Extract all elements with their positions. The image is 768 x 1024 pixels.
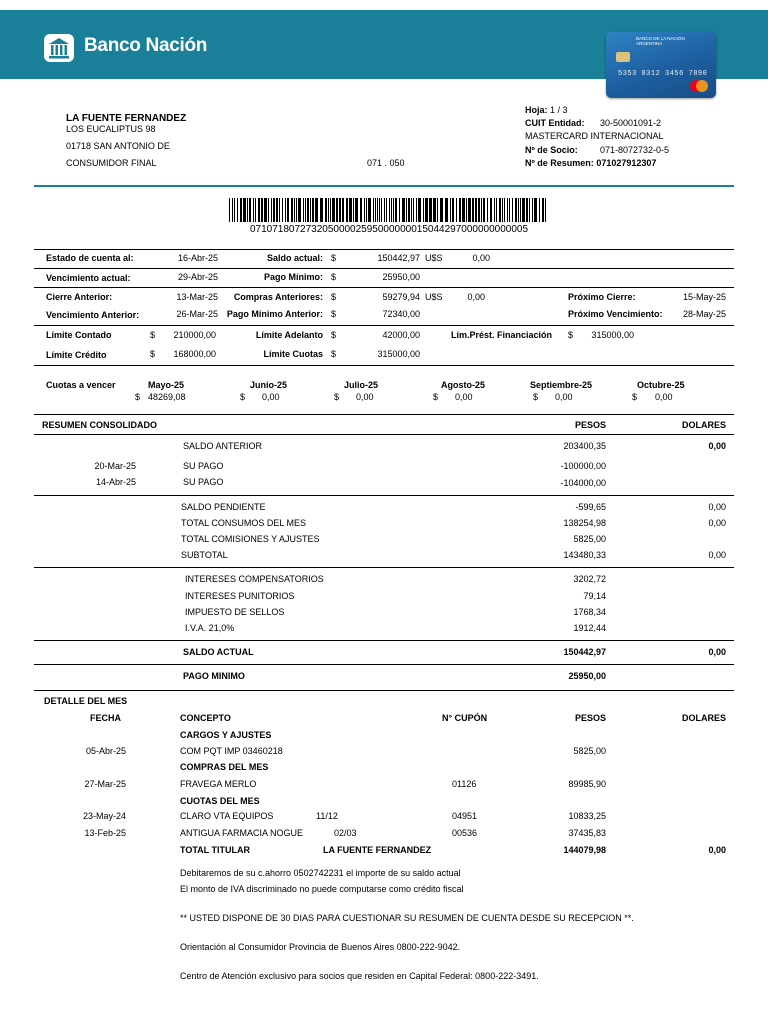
detail-concept: ANTIGUA FARMACIA NOGUE xyxy=(180,828,304,838)
month-label: Septiembre-25 xyxy=(530,380,593,390)
month-value: 48269,08 xyxy=(148,392,186,402)
detail-cuota: 02/03 xyxy=(334,828,357,838)
sheet-info xyxy=(525,105,568,115)
fecha-header: FECHA xyxy=(90,713,121,723)
venc-label: Vencimiento actual: xyxy=(46,273,131,283)
barcode-bar xyxy=(507,198,508,222)
summary-line-label: TOTAL CONSUMOS DEL MES xyxy=(181,518,307,528)
month-label: Mayo-25 xyxy=(148,380,185,390)
month-currency: $ xyxy=(632,392,638,402)
barcode-bar xyxy=(377,198,378,222)
detail-coupon: 04951 xyxy=(452,811,478,821)
barcode-bar xyxy=(379,198,380,222)
total-titular-dolares: 0,00 xyxy=(708,845,726,855)
pago-min-value: 25950,00 xyxy=(382,272,420,282)
barcode-bar xyxy=(450,198,451,222)
note-text: ** USTED DISPONE DE 30 DIAS PARA CUESTIONAR SU RESUMEN DE CUENTA DESDE SU RECEPCION **. xyxy=(180,913,634,923)
barcode-bar xyxy=(268,198,269,222)
barcode-bar xyxy=(526,198,528,222)
limite-contado-currency: $ xyxy=(150,330,156,340)
barcode-bar xyxy=(456,198,457,222)
payment-pesos: -100000,00 xyxy=(560,461,606,471)
barcode-bar xyxy=(261,198,263,222)
divider xyxy=(34,268,734,269)
month-value: 0,00 xyxy=(262,392,280,402)
payment-pesos: -104000,00 xyxy=(560,478,606,488)
card-chip xyxy=(616,52,630,62)
interest-pesos: 3202,72 xyxy=(573,574,606,584)
detail-concept: FRAVEGA MERLO xyxy=(180,779,257,789)
barcode-bar xyxy=(520,198,521,222)
barcode-bar xyxy=(264,198,267,222)
total-titular-name: LA FUENTE FERNANDEZ xyxy=(323,845,432,855)
barcode-bar xyxy=(472,198,474,222)
divider xyxy=(34,249,734,250)
saldo-anterior-label: SALDO ANTERIOR xyxy=(183,441,263,451)
customer-condition: CONSUMIDOR FINAL xyxy=(66,158,157,168)
saldo-label: Saldo actual: xyxy=(266,253,323,263)
barcode-bar xyxy=(346,198,348,222)
card-bank-label: BANCO DE LA NACIÓN ARGENTINA xyxy=(636,36,685,46)
barcode-bar xyxy=(466,198,467,222)
saldo-currency: $ xyxy=(331,253,337,263)
barcode-bar xyxy=(437,198,438,222)
interest-pesos: 1912,44 xyxy=(573,623,606,633)
barcode-bar xyxy=(307,198,309,222)
barcode-bar xyxy=(478,198,480,222)
cierre-value: 13-Mar-25 xyxy=(176,292,218,302)
barcode-bar xyxy=(285,198,286,222)
month-label: Octubre-25 xyxy=(637,380,685,390)
detail-date: 27-Mar-25 xyxy=(84,779,126,789)
detail-pesos-header: PESOS xyxy=(574,713,606,723)
saldo-value: 150442,97 xyxy=(377,253,420,263)
barcode-bar xyxy=(386,198,387,222)
barcode-bar xyxy=(515,198,517,222)
barcode-bar xyxy=(393,198,394,222)
payment-date: 20-Mar-25 xyxy=(94,461,136,471)
barcode-bar xyxy=(459,198,461,222)
barcode-bar xyxy=(494,198,495,222)
barcode-bar xyxy=(232,198,233,222)
barcode-bar xyxy=(360,198,362,222)
barcode-bar xyxy=(413,198,414,222)
payment-label: SU PAGO xyxy=(183,477,224,487)
divider xyxy=(34,414,734,415)
customer-name: LA FUENTE FERNANDEZ xyxy=(66,113,187,124)
cuit-value: 30-50001091-2 xyxy=(600,118,662,128)
dolares-header: DOLARES xyxy=(681,420,726,430)
interest-label: I.V.A. 21,0% xyxy=(185,623,235,633)
divider xyxy=(34,664,734,665)
member-label: Nº de Socio: xyxy=(525,145,578,155)
detail-pesos: 10833,25 xyxy=(568,811,606,821)
cierre-label: Cierre Anterior: xyxy=(46,292,113,302)
venc-ant-value: 26-Mar-25 xyxy=(176,309,218,319)
barcode-bar xyxy=(440,198,443,222)
interest-label: INTERESES PUNITORIOS xyxy=(185,591,295,601)
credit-card-image xyxy=(606,32,716,98)
limite-adelanto-currency: $ xyxy=(331,330,337,340)
barcode-bar xyxy=(418,198,421,222)
barcode-bar xyxy=(240,198,242,222)
pesos-header: PESOS xyxy=(574,420,606,430)
interest-label: IMPUESTO DE SELLOS xyxy=(185,607,285,617)
barcode-bar xyxy=(247,198,248,222)
brand-name: Banco Nación xyxy=(84,35,208,56)
note-text: Debitaremos de su c.ahorro 0502742231 el importe de su saldo actual xyxy=(180,868,461,878)
month-currency: $ xyxy=(240,392,246,402)
detail-coupon: 00536 xyxy=(452,828,478,838)
estado-value: 16-Abr-25 xyxy=(177,253,218,263)
detail-concept: CLARO VTA EQUIPOS xyxy=(180,811,274,821)
saldo-anterior-dolares: 0,00 xyxy=(708,441,726,451)
note-text: El monto de IVA discriminado no puede computarse como crédito fiscal xyxy=(180,884,464,894)
month-value: 0,00 xyxy=(555,392,573,402)
pago-min-ant-value: 72340,00 xyxy=(382,309,420,319)
month-value: 0,00 xyxy=(455,392,473,402)
barcode-bar xyxy=(298,198,301,222)
summary-title: RESUMEN CONSOLIDADO xyxy=(42,420,158,430)
barcode-bar xyxy=(237,198,238,222)
barcode-bar xyxy=(325,198,327,222)
barcode-bar xyxy=(429,198,432,222)
barcode-number: 07107180727320500002595000000015044297000000000005 xyxy=(249,224,529,235)
compras-currency: $ xyxy=(331,292,337,302)
barcode-bar xyxy=(542,198,544,222)
compras-label: Compras Anteriores: xyxy=(233,292,323,302)
detail-concept: COM PQT IMP 03460218 xyxy=(180,746,283,756)
total-titular-pesos: 144079,98 xyxy=(563,845,606,855)
detail-dolares-header: DOLARES xyxy=(681,713,726,723)
header xyxy=(0,0,768,104)
barcode-bar xyxy=(339,198,341,222)
barcode-bar xyxy=(328,198,329,222)
barcode-bar xyxy=(408,198,410,222)
detail-pesos: 5825,00 xyxy=(573,746,606,756)
month-currency: $ xyxy=(334,392,340,402)
summary-line-pesos: 138254,98 xyxy=(563,518,606,528)
note-text: Centro de Atención exclusivo para socios que residen en Capital Federal: 0800-222-3491. xyxy=(180,971,539,981)
barcode-bar xyxy=(332,198,335,222)
barcode-bar xyxy=(539,198,540,222)
divider xyxy=(34,690,734,691)
month-currency: $ xyxy=(433,392,439,402)
prox-venc-value: 28-May-25 xyxy=(682,309,726,319)
barcode-bar xyxy=(384,198,385,222)
divider xyxy=(34,287,734,288)
summary-line-dolares: 0,00 xyxy=(708,518,726,528)
pago-min-ant-label: Pago Mínimo Anterior: xyxy=(226,309,323,319)
barcode-bar xyxy=(402,198,405,222)
barcode-bar xyxy=(416,198,417,222)
estado-label: Estado de cuenta al: xyxy=(46,253,134,263)
month-value: 0,00 xyxy=(356,392,374,402)
barcode-bar xyxy=(355,198,358,222)
barcode-bar xyxy=(522,198,525,222)
divider xyxy=(34,640,734,641)
sheet-value: 1 / 3 xyxy=(550,105,568,115)
barcode-bar xyxy=(229,198,230,222)
barcode-bar xyxy=(499,198,501,222)
limite-contado-label: Límite Contado xyxy=(46,330,112,340)
limite-cuotas-currency: $ xyxy=(331,349,337,359)
barcode-bar xyxy=(305,198,306,222)
summary-label: Nº de Resumen: xyxy=(525,158,594,168)
barcode-bar xyxy=(483,198,485,222)
barcode-bar xyxy=(381,198,382,222)
branch-code: 071 . 050 xyxy=(367,158,405,168)
card-number: 5353 8312 3456 7890 xyxy=(618,70,708,78)
barcode-bar xyxy=(490,198,492,222)
detail-coupon: 01126 xyxy=(452,779,477,789)
barcode-bar xyxy=(282,198,283,222)
section-label: CARGOS Y AJUSTES xyxy=(180,730,272,740)
limite-cuotas-value: 315000,00 xyxy=(377,349,420,359)
barcode-bar xyxy=(315,198,318,222)
detail-pesos: 37435,83 xyxy=(568,828,606,838)
barcode-bar xyxy=(294,198,295,222)
barcode-bar xyxy=(475,198,477,222)
barcode-bar xyxy=(373,198,374,222)
barcode-bar xyxy=(411,198,412,222)
summary-line-pesos: 143480,33 xyxy=(563,550,606,560)
month-currency: $ xyxy=(533,392,539,402)
summary-line-dolares: 0,00 xyxy=(708,502,726,512)
saldo-actual-pesos: 150442,97 xyxy=(563,647,606,657)
summary-line-pesos: -599,65 xyxy=(575,502,606,512)
bank-logo-icon xyxy=(44,34,74,62)
customer-address: LOS EUCALIPTUS 98 xyxy=(66,124,156,134)
barcode-bar xyxy=(342,198,344,222)
barcode-bar xyxy=(502,198,503,222)
barcode-bar xyxy=(445,198,448,222)
saldo-usd-currency: U$S xyxy=(425,253,443,263)
barcode-bar xyxy=(433,198,436,222)
section-label: CUOTAS DEL MES xyxy=(180,796,260,806)
interest-pesos: 79,14 xyxy=(583,591,606,601)
barcode-bar xyxy=(391,198,392,222)
compras-usd-currency: U$S xyxy=(425,292,443,302)
month-value: 0,00 xyxy=(655,392,673,402)
customer-city: 01718 SAN ANTONIO DE xyxy=(66,141,170,151)
barcode-bar xyxy=(512,198,513,222)
mastercard-logo-icon xyxy=(688,79,710,93)
summary-line-label: TOTAL COMISIONES Y AJUSTES xyxy=(181,534,320,544)
barcode-bar xyxy=(349,198,352,222)
summary-line-label: SALDO PENDIENTE xyxy=(181,502,266,512)
saldo-actual-dolares: 0,00 xyxy=(708,647,726,657)
saldo-anterior-pesos: 203400,35 xyxy=(563,441,606,451)
barcode-bar xyxy=(258,198,260,222)
barcode-bar xyxy=(395,198,397,222)
note-text: Orientación al Consumidor Provincia de Buenos Aires 0800-222-9042. xyxy=(180,942,461,952)
barcode-bar xyxy=(487,198,488,222)
prox-venc-label: Próximo Vencimiento: xyxy=(568,309,663,319)
barcode xyxy=(229,198,549,222)
lim-prest-currency: $ xyxy=(568,330,574,340)
compras-usd-value: 0,00 xyxy=(467,292,485,302)
section-label: COMPRAS DEL MES xyxy=(180,762,269,772)
lim-prest-label: Lím.Prést. Financiación xyxy=(451,330,553,340)
barcode-bar xyxy=(303,198,304,222)
divider xyxy=(34,495,734,496)
barcode-bar xyxy=(296,198,297,222)
concepto-header: CONCEPTO xyxy=(180,713,231,723)
barcode-bar xyxy=(287,198,289,222)
barcode-bar xyxy=(496,198,497,222)
summary-value: 071027912307 xyxy=(596,158,657,168)
summary-line-label: SUBTOTAL xyxy=(181,550,228,560)
sheet-label: Hoja: xyxy=(525,105,548,115)
detail-cuota: 11/12 xyxy=(316,811,338,821)
detail-title: DETALLE DEL MES xyxy=(44,696,128,706)
pago-min-label: Pago Mínimo: xyxy=(264,272,323,282)
barcode-bar xyxy=(534,198,537,222)
prox-cierre-value: 15-May-25 xyxy=(682,292,726,302)
venc-value: 29-Abr-25 xyxy=(177,272,218,282)
barcode-bar xyxy=(234,198,235,222)
interest-pesos: 1768,34 xyxy=(573,607,606,617)
barcode-bar xyxy=(425,198,428,222)
venc-ant-label: Vencimiento Anterior: xyxy=(46,310,140,320)
barcode-bar xyxy=(255,198,256,222)
barcode-bar xyxy=(481,198,482,222)
barcode-bar xyxy=(243,198,246,222)
month-label: Junio-25 xyxy=(250,380,288,390)
barcode-bar xyxy=(462,198,465,222)
barcode-bar xyxy=(509,198,510,222)
interest-label: INTERESES COMPENSATORIOS xyxy=(185,574,324,584)
compras-value: 59279,94 xyxy=(382,292,420,302)
summary-line-dolares: 0,00 xyxy=(708,550,726,560)
barcode-bar xyxy=(368,198,371,222)
detail-date: 13-Feb-25 xyxy=(84,828,126,838)
lim-prest-value: 315000,00 xyxy=(591,330,634,340)
barcode-bar xyxy=(532,198,533,222)
barcode-bar xyxy=(545,198,546,222)
barcode-bar xyxy=(504,198,505,222)
barcode-bar xyxy=(249,198,251,222)
pago-min-currency: $ xyxy=(331,272,337,282)
cuit-label: CUIT Entidad: xyxy=(525,118,585,128)
summary-line-pesos: 5825,00 xyxy=(573,534,606,544)
total-titular-label: TOTAL TITULAR xyxy=(180,845,250,855)
payment-label: SU PAGO xyxy=(183,461,224,471)
pago-minimo-pesos: 25950,00 xyxy=(568,671,606,681)
limite-cuotas-label: Límite Cuotas xyxy=(263,349,323,359)
detail-pesos: 89985,90 xyxy=(568,779,606,789)
barcode-bar xyxy=(399,198,400,222)
prox-cierre-label: Próximo Cierre: xyxy=(568,292,636,302)
barcode-bar xyxy=(279,198,280,222)
detail-date: 05-Abr-25 xyxy=(85,746,126,756)
limite-contado-value: 210000,00 xyxy=(173,330,216,340)
barcode-bar xyxy=(375,198,376,222)
divider xyxy=(34,365,734,366)
barcode-bar xyxy=(423,198,424,222)
barcode-bar xyxy=(330,198,331,222)
barcode-bar xyxy=(468,198,471,222)
limite-adelanto-label: Límite Adelanto xyxy=(255,330,323,340)
barcode-bar xyxy=(518,198,519,222)
saldo-usd-value: 0,00 xyxy=(472,253,490,263)
month-label: Julio-25 xyxy=(344,380,379,390)
limite-adelanto-value: 42000,00 xyxy=(382,330,420,340)
header-divider xyxy=(34,185,734,187)
pago-minimo-label: PAGO MINIMO xyxy=(183,671,245,681)
barcode-bar xyxy=(406,198,407,222)
barcode-bar xyxy=(364,198,365,222)
month-currency: $ xyxy=(135,392,141,402)
barcode-bar xyxy=(320,198,323,222)
barcode-bar xyxy=(353,198,354,222)
entity-name: MASTERCARD INTERNACIONAL xyxy=(525,131,664,141)
limite-credito-label: Límite Crédito xyxy=(46,350,107,360)
barcode-bar xyxy=(276,198,278,222)
divider xyxy=(34,325,734,326)
payment-date: 14-Abr-25 xyxy=(95,477,136,487)
barcode-bar xyxy=(529,198,530,222)
barcode-bar xyxy=(336,198,338,222)
detail-date: 23-May-24 xyxy=(82,811,126,821)
barcode-bar xyxy=(366,198,367,222)
barcode-bar xyxy=(253,198,254,222)
cuotas-label: Cuotas a vencer xyxy=(46,380,116,390)
member-value: 071-8072732-0-5 xyxy=(600,145,670,155)
limite-credito-currency: $ xyxy=(150,349,156,359)
cupon-header: N° CUPÓN xyxy=(442,713,488,723)
barcode-bar xyxy=(312,198,314,222)
barcode-bar xyxy=(452,198,454,222)
divider xyxy=(34,434,734,435)
barcode-bar xyxy=(291,198,293,222)
barcode-bar xyxy=(310,198,311,222)
saldo-actual-label: SALDO ACTUAL xyxy=(183,647,254,657)
month-label: Agosto-25 xyxy=(441,380,486,390)
divider xyxy=(34,567,734,568)
barcode-bar xyxy=(273,198,275,222)
pago-min-ant-currency: $ xyxy=(331,309,337,319)
barcode-bar xyxy=(271,198,272,222)
limite-credito-value: 168000,00 xyxy=(173,349,216,359)
barcode-bar xyxy=(389,198,390,222)
summary-number xyxy=(525,158,656,168)
